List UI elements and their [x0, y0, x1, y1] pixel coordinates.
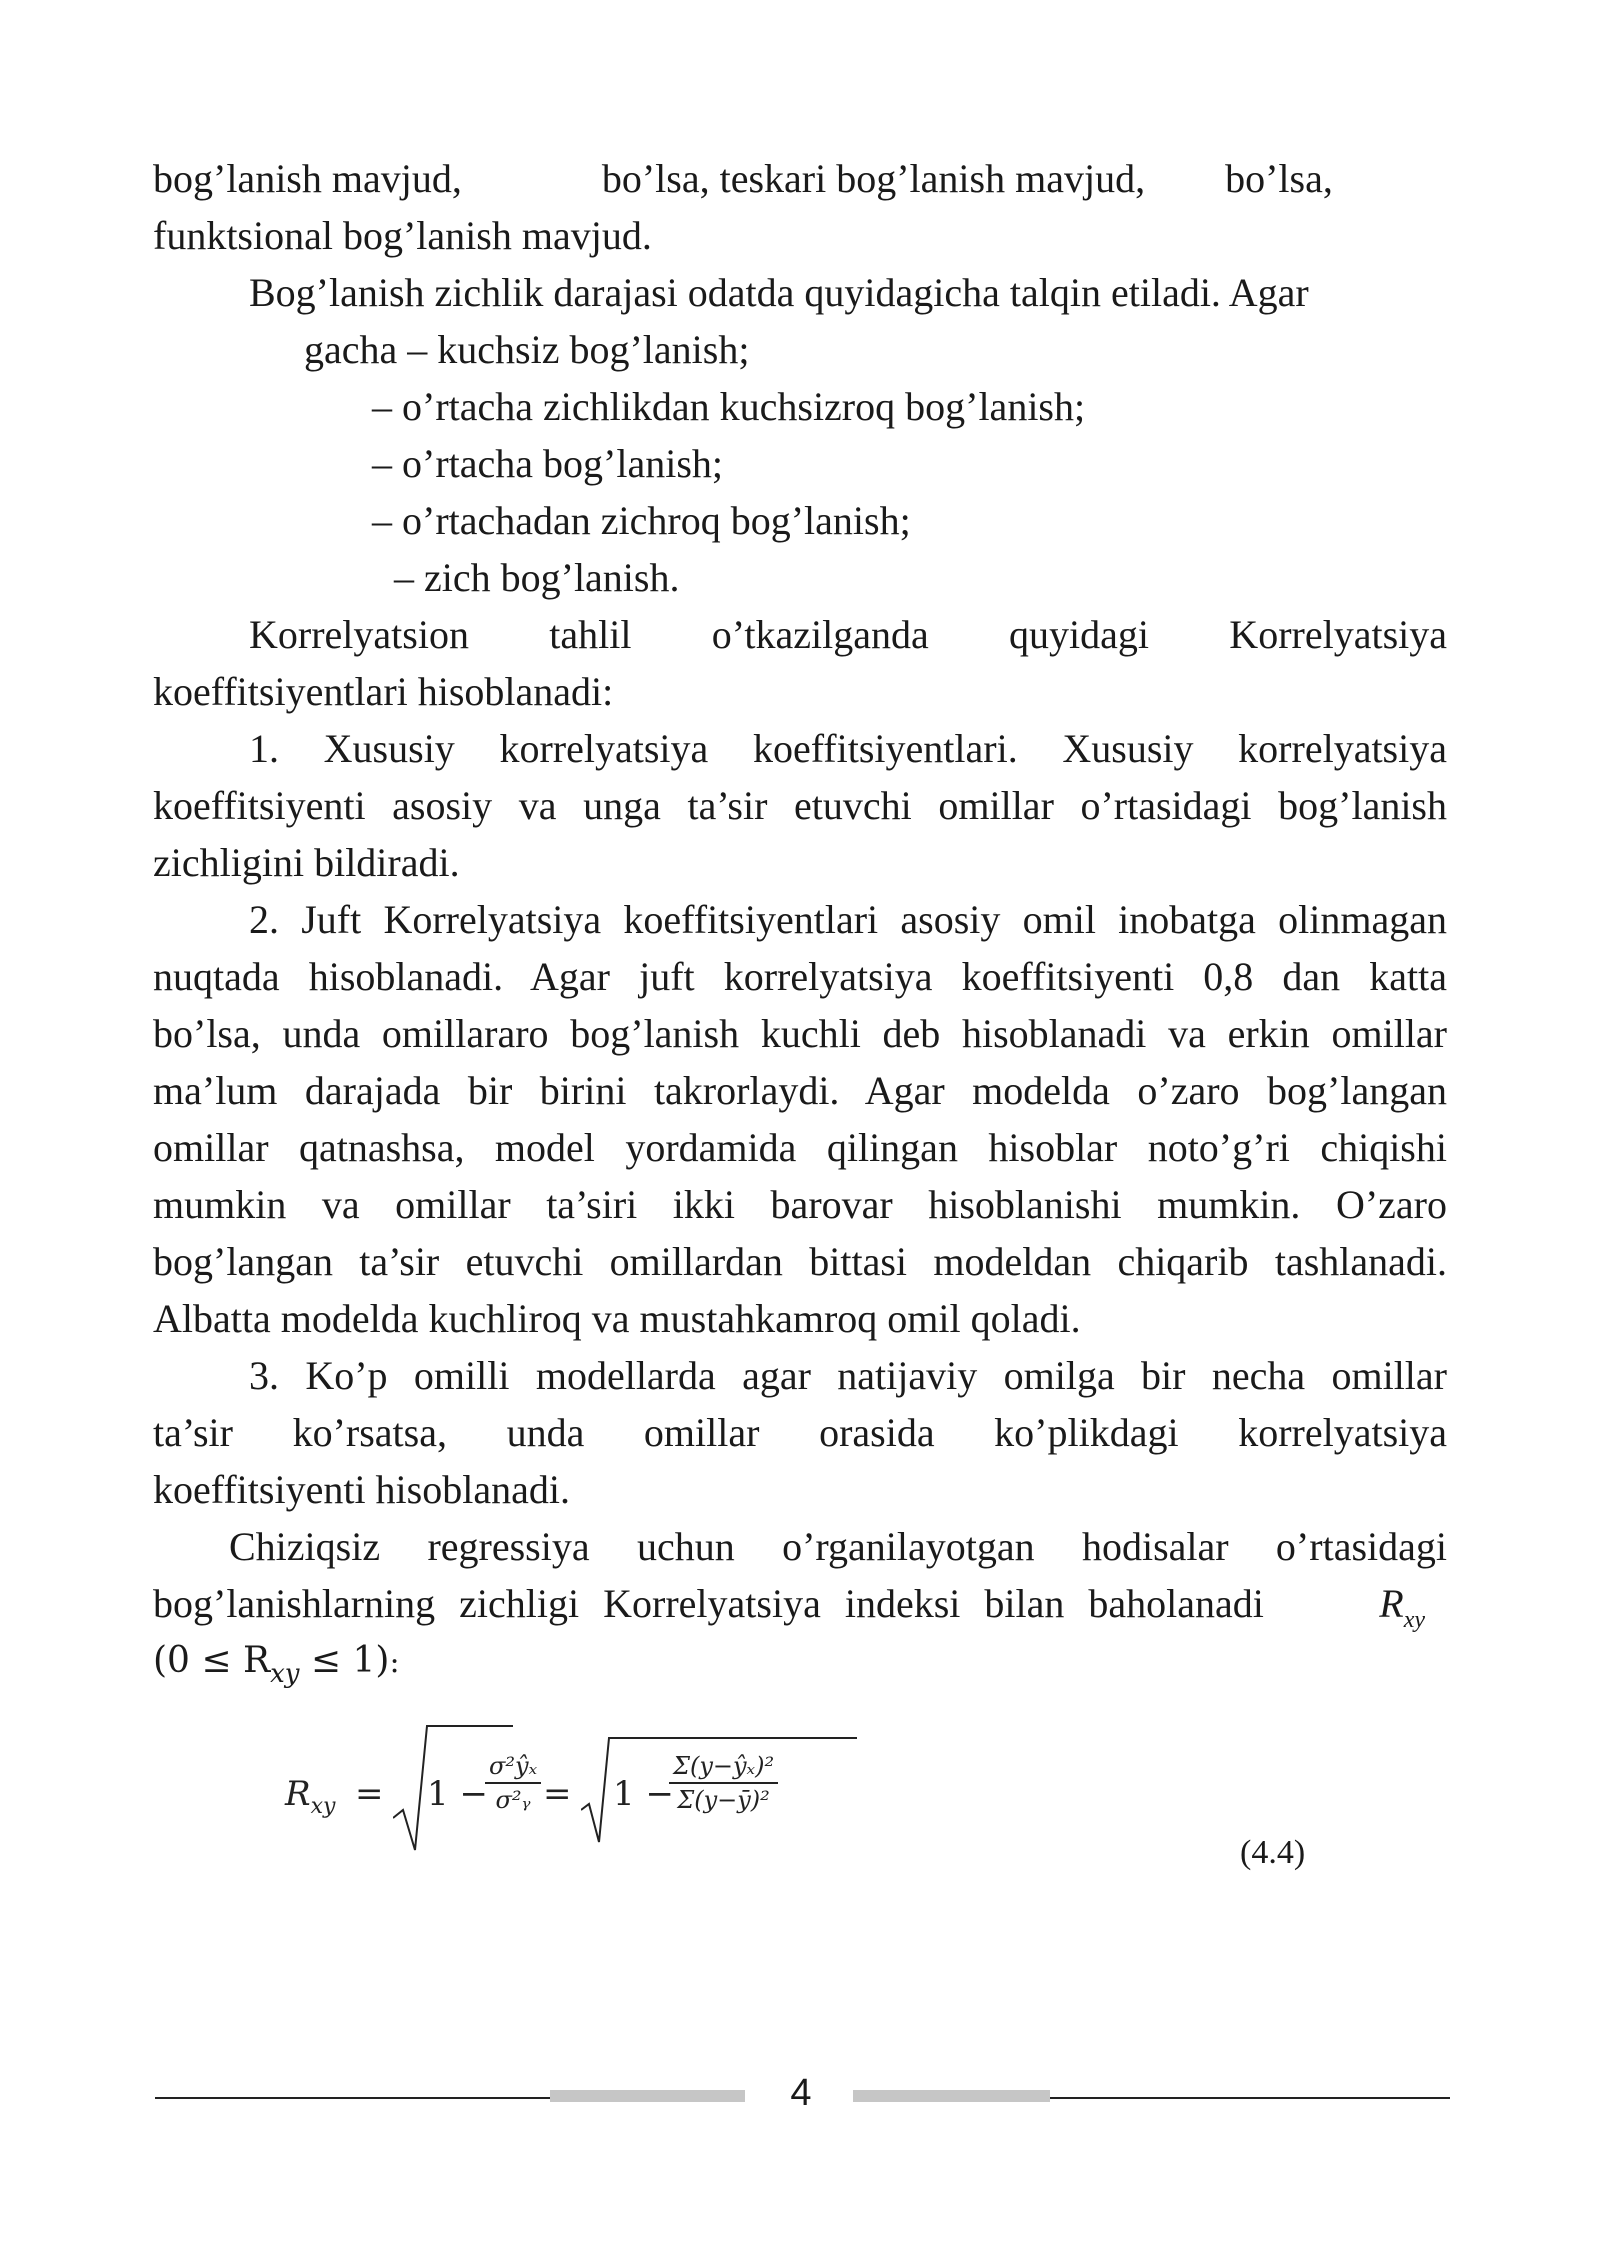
text-line: mumkin va omillar ta’siri ikki barovar hisoblanishi mumkin. O’zaro — [153, 1182, 1447, 1227]
one-minus: 1 − — [427, 1774, 488, 1814]
text-line: Bog’lanish zichlik darajasi odatda quyidagicha talqin etiladi. Agar — [249, 270, 1309, 315]
formula-4-4 — [285, 1720, 845, 1870]
text-line: bo’lsa, unda omillararo bog’lanish kuchli deb hisoblanadi va erkin omillar — [153, 1011, 1447, 1056]
text-line: 1. Xususiy korrelyatsiya koeffitsiyentlari. Xususiy korrelyatsiya — [249, 726, 1447, 771]
list-item: – zich bog’lanish. — [394, 555, 680, 600]
text-line: Chiziqsiz regressiya uchun o’rganilayotgan hodisalar o’rtasidagi — [229, 1524, 1447, 1569]
text-line: ta’sir ko’rsatsa, unda omillar orasida ko’plikdagi korrelyatsiya — [153, 1410, 1447, 1455]
equals-sign: = — [355, 1774, 384, 1814]
equation-number: (4.4) — [1240, 1834, 1306, 1871]
fraction-variance: $\frac{\text{σ²ŷₓ}}{\text{σ²ᵧ}}$ — [485, 1752, 541, 1814]
text-line: Albatta modelda kuchliroq va mustahkamroq omil qoladi. — [153, 1296, 1081, 1341]
list-item: – o’rtacha zichlikdan kuchsizroq bog’lanish; — [372, 384, 1086, 429]
inline-math: $R_{xy}$ — [1379, 1581, 1425, 1633]
fraction-sum: $\frac{\text{Σ(y−ŷₓ)²}}{\text{Σ(y−ȳ)²}}$ — [669, 1752, 778, 1814]
text-line: bog’langan ta’sir etuvchi omillardan bittasi modeldan chiqarib tashlanadi. — [153, 1239, 1447, 1284]
text-line: nuqtada hisoblanadi. Agar juft korrelyatsiya koeffitsiyenti 0,8 dan katta — [153, 954, 1447, 999]
text-line: funktsional bog’lanish mavjud. — [153, 213, 652, 258]
page-number: 4 — [790, 2072, 812, 2114]
line-fragment: bog’lanishlarning zichligi Korrelyatsiya indeksi bilan baholanadi — [153, 1581, 1264, 1626]
equals-sign: = — [543, 1774, 572, 1814]
text-line: 3. Ko’p omilli modellarda agar natijaviy omilga bir necha omillar — [249, 1353, 1447, 1398]
inline-math-line: $(0 \le R_{xy} \le 1)$: — [153, 1640, 400, 1689]
footer-rule-right — [1050, 2097, 1450, 2099]
footer-bar-right — [853, 2090, 1050, 2102]
text-line: Korrelyatsion tahlil o’tkazilganda quyidagi Korrelyatsiya — [249, 612, 1447, 657]
text-line: omillar qatnashsa, model yordamida qilingan hisoblar noto’g’ri chiqishi — [153, 1125, 1447, 1170]
text-line: ma’lum darajada bir birini takrorlaydi. Agar modelda o’zaro bog’langan — [153, 1068, 1447, 1113]
text-line: 2. Juft Korrelyatsiya koeffitsiyentlari asosiy omil inobatga olinmagan — [249, 897, 1447, 942]
footer-rule-left — [155, 2097, 550, 2099]
line-fragment: bog’lanish mavjud, bo’lsa, teskari bog’lanish mavjud, bo’lsa, — [153, 156, 1333, 201]
text-line: koeffitsiyentlari hisoblanadi: — [153, 669, 614, 714]
text-line: koeffitsiyenti asosiy va unga ta’sir etuvchi omillar o’rtasidagi bog’lanish — [153, 783, 1447, 828]
footer-bar-left — [550, 2090, 745, 2102]
text-line: zichligini bildiradi. — [153, 840, 460, 885]
list-item: – o’rtachadan zichroq bog’lanish; — [372, 498, 911, 543]
text-line — [153, 150, 1333, 207]
one-minus: 1 − — [613, 1774, 674, 1814]
formula-lhs: $R_{xy}$ — [285, 1774, 336, 1819]
list-item: – o’rtacha bog’lanish; — [372, 441, 723, 486]
text-line: koeffitsiyenti hisoblanadi. — [153, 1467, 570, 1512]
list-item: gacha – kuchsiz bog’lanish; — [304, 327, 750, 372]
